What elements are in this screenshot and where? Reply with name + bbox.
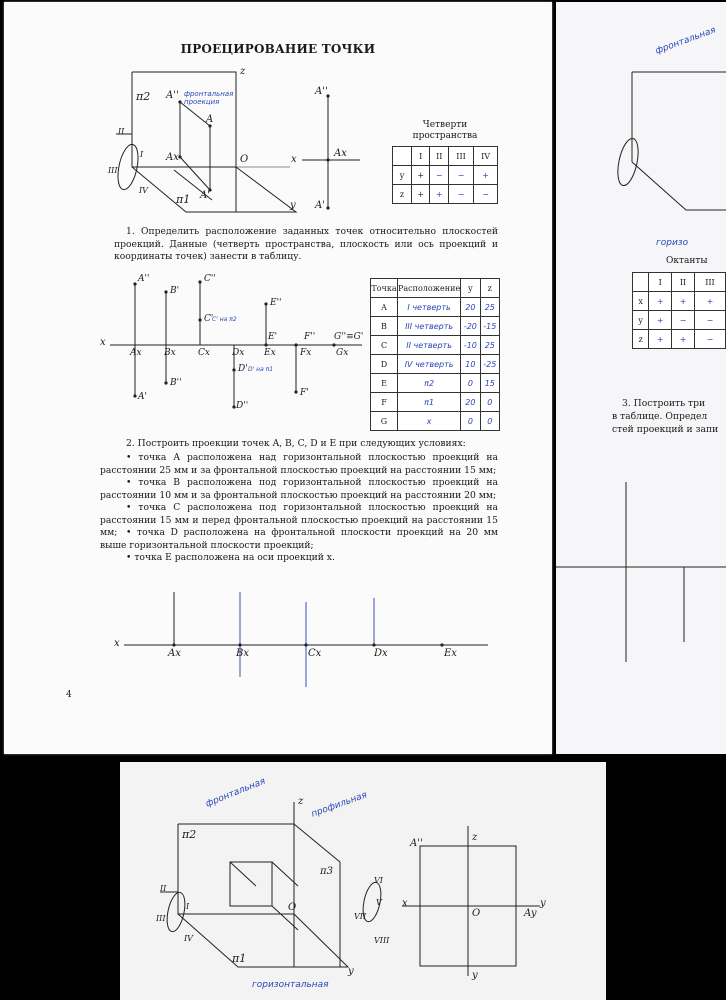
pi2-label: π2 (136, 90, 151, 103)
table-cell: + (430, 185, 448, 204)
table-cell: − (448, 185, 473, 204)
task2-Dx-label: Dx (374, 648, 388, 659)
table-cell: + (412, 185, 430, 204)
table-cell: x (633, 292, 649, 311)
task1-Ex-label: Ex (264, 348, 276, 358)
table-cell: 15 (480, 374, 499, 393)
table-cell: I (649, 273, 672, 292)
task2-Ax-label: Ax (168, 648, 181, 659)
table-cell: -15 (480, 317, 499, 336)
bottom-roman-III: III (156, 914, 166, 923)
table-row (371, 355, 500, 374)
task1-G-label: G''≡G' (334, 332, 364, 342)
table-cell: 20 (461, 298, 480, 317)
handwritten-c-note: C' на π2 (212, 316, 237, 323)
table-cell: y (461, 279, 480, 298)
y-axis-label: y (290, 200, 296, 211)
table-row (633, 292, 726, 311)
table-cell: − (430, 166, 448, 185)
table-row (633, 330, 726, 349)
table-row (371, 298, 500, 317)
task3-line1: 3. Построить три (622, 398, 706, 409)
table-cell: -20 (461, 317, 480, 336)
table-cell: II четверть (398, 336, 461, 355)
task2-item-c: • точка C расположена под горизонтальной плоскостью проекций на расстоянии 15 мм и перед фронтальной плоскостью проекций на расстоянии 15 мм; (100, 502, 498, 539)
epure-y-label-bottom: y (540, 898, 546, 909)
page-title: ПРОЕЦИРОВАНИЕ ТОЧКИ (180, 42, 376, 56)
quarters-caption-line2: пространства (412, 131, 478, 141)
table-cell: y (393, 166, 412, 185)
task1-Fx-label: Fx (300, 348, 312, 358)
task2-x-label: x (114, 638, 120, 649)
table-cell: + (649, 311, 672, 330)
right-page-diagram (556, 2, 726, 754)
table-cell: Расположение (398, 279, 461, 298)
bottom-roman-I: I (186, 902, 190, 911)
task1-A2-label: A'' (138, 274, 150, 284)
task1-Cx-label: Cx (198, 348, 210, 358)
right-handwritten-horizontal: горизо (656, 238, 689, 248)
right-book-page (556, 2, 726, 754)
bottom-origin-label: O (288, 902, 297, 913)
table-cell: IV четверть (398, 355, 461, 374)
table-row (393, 147, 498, 166)
table-row (371, 393, 500, 412)
task1-D2-label: D'' (236, 401, 249, 411)
right-handwritten-frontal: фронтальная (654, 25, 718, 57)
quadrant-II: II (118, 127, 125, 136)
epure-A2-label: A'' (315, 86, 328, 97)
bottom-roman-VI: VI (374, 876, 383, 885)
bottom-roman-VIII: VIII (374, 936, 390, 945)
task1-E1-label: E' (268, 332, 278, 342)
table-cell: 0 (461, 412, 480, 431)
task2-intro: 2. Построить проекции точек A, B, C, D и E при следующих условиях: (126, 438, 466, 449)
epure-y2-label-bottom: y (472, 970, 478, 981)
quadrant-III: III (108, 166, 118, 175)
table-row (371, 374, 500, 393)
task1-C1-label: C' (204, 314, 214, 324)
table-cell: 0 (480, 393, 499, 412)
epure-Ay-label-bottom: Ay (524, 908, 537, 919)
table-cell: IV (474, 147, 498, 166)
table-cell: π1 (398, 393, 461, 412)
bottom-handwritten-frontal: фронтальная (204, 776, 268, 810)
quarters-table (392, 146, 498, 204)
handwritten-d-note: D' на π1 (248, 366, 274, 373)
table-cell: 0 (461, 374, 480, 393)
task2-item-d: • точка D расположена на фронтальной плоскости проекций на 20 мм выше горизонтальной плоскости проекций; (100, 527, 498, 551)
task1-A1-label: A' (138, 392, 147, 402)
table-cell: III (694, 273, 725, 292)
handwritten-frontal-note: фронтальная проекция (184, 90, 234, 106)
table-cell: x (398, 412, 461, 431)
table-row (633, 273, 726, 292)
task3-line2: в таблице. Определ (612, 411, 708, 422)
point-Ax-label: Ax (166, 152, 179, 163)
table-cell: E (371, 374, 398, 393)
point-A2-label: A'' (166, 90, 179, 101)
table-cell: 20 (461, 393, 480, 412)
epure-x-label-bottom: x (402, 898, 408, 909)
table-cell: -10 (461, 336, 480, 355)
table-cell: − (672, 311, 695, 330)
table-cell: z (633, 330, 649, 349)
bottom-handwritten-horizontal: горизонтальная (252, 980, 329, 990)
table-cell: + (649, 330, 672, 349)
octants-table (632, 272, 726, 349)
table-cell: C (371, 336, 398, 355)
page-number: 4 (66, 690, 72, 700)
task2-item-a: • точка A расположена над горизонтальной плоскостью проекций на расстоянии 25 мм и за фронтальной плоскостью проекций на расстоянии 15 мм; (100, 452, 498, 476)
table-cell: I (412, 147, 430, 166)
task1-D1-label: D' (238, 364, 248, 374)
task2-item-e: • точка E расположена на оси проекций x. (126, 552, 335, 563)
table-cell: z (393, 185, 412, 204)
table-cell: II (430, 147, 448, 166)
task1-E2-label: E'' (270, 298, 282, 308)
bottom-roman-V: V (376, 898, 382, 907)
bottom-pi3-label: π3 (320, 866, 333, 877)
bottom-roman-II: II (160, 884, 167, 893)
bottom-roman-VII: VII (354, 912, 367, 921)
table-cell: + (412, 166, 430, 185)
task1-x-label: x (100, 337, 106, 348)
origin-label: O (240, 154, 249, 165)
table-row (633, 311, 726, 330)
z-axis-label: z (240, 66, 246, 77)
bottom-y-label: y (348, 966, 354, 977)
epure-Ax-label: Ax (334, 148, 347, 159)
table-cell: z (480, 279, 499, 298)
table-cell: + (672, 330, 695, 349)
table-cell (633, 273, 649, 292)
table-cell: + (694, 292, 725, 311)
task1-F2-label: F'' (304, 332, 316, 342)
table-cell: III (448, 147, 473, 166)
point-A1-label: A' (200, 190, 210, 201)
epure-z-label-bottom: z (472, 832, 478, 843)
table-cell: π2 (398, 374, 461, 393)
table-cell: I четверть (398, 298, 461, 317)
table-cell: 25 (480, 336, 499, 355)
task2-Bx-label: Bx (236, 648, 249, 659)
table-row (371, 279, 500, 298)
table-cell: B (371, 317, 398, 336)
point-A-label: A (206, 114, 214, 125)
task1-C2-label: C'' (204, 274, 216, 284)
table-cell: − (474, 185, 498, 204)
table-row (371, 336, 500, 355)
table-cell: − (694, 311, 725, 330)
epure-A1-label: A' (315, 200, 325, 211)
bottom-photo-crop (120, 762, 606, 1000)
table-cell: F (371, 393, 398, 412)
table-row (393, 166, 498, 185)
table-row (371, 412, 500, 431)
epure-x-label: x (291, 154, 297, 165)
quadrant-I: I (140, 150, 144, 159)
quarters-caption-line1: Четверти (422, 120, 468, 130)
table-cell: D (371, 355, 398, 374)
bottom-roman-IV: IV (184, 934, 193, 943)
task1-Dx-label: Dx (232, 348, 245, 358)
epure-origin-label-bottom: O (472, 908, 481, 919)
bottom-pi2-label: π2 (182, 828, 197, 841)
table-cell: + (672, 292, 695, 311)
table-cell: 25 (480, 298, 499, 317)
table-cell (393, 147, 412, 166)
epure-A2-label-bottom: A'' (410, 838, 423, 849)
task2-Cx-label: Cx (308, 648, 322, 659)
table-cell: 10 (461, 355, 480, 374)
task1-B2-label: B' (170, 286, 180, 296)
bottom-handwritten-profile: профильная (310, 790, 369, 820)
left-book-page (4, 2, 552, 754)
task1-text: 1. Определить расположение заданных точек относительно плоскостей проекций. Данные (четверть пространства, плоскость или ось проекций и координаты точек) занести в таблицу. (114, 226, 498, 263)
table-cell: III четверть (398, 317, 461, 336)
table-cell: + (474, 166, 498, 185)
table-row (393, 185, 498, 204)
table-cell: 0 (480, 412, 499, 431)
table-cell: y (633, 311, 649, 330)
bottom-pi1-label: π1 (232, 952, 247, 965)
table-cell: A (371, 298, 398, 317)
task1-Ax-label: Ax (130, 348, 142, 358)
table-row (371, 317, 500, 336)
table-cell: − (448, 166, 473, 185)
quarters-caption (392, 120, 498, 142)
task3-line3: стей проекций и запи (612, 424, 719, 435)
octants-caption: Октанты (666, 256, 708, 266)
task1-Gx-label: Gx (336, 348, 349, 358)
task1-B1-label: B'' (170, 378, 182, 388)
pi1-label: π1 (176, 193, 191, 206)
bottom-z-label: z (298, 796, 304, 807)
points-table (370, 278, 500, 431)
quadrant-IV: IV (139, 186, 148, 195)
table-cell: + (649, 292, 672, 311)
table-cell: G (371, 412, 398, 431)
task2-Ex-label: Ex (444, 648, 457, 659)
task1-F1-label: F' (300, 388, 309, 398)
table-cell: -25 (480, 355, 499, 374)
task1-Bx-label: Bx (164, 348, 176, 358)
table-cell: II (672, 273, 695, 292)
task2-item-b: • точка B расположена под горизонтальной плоскостью проекций на расстоянии 10 мм и за фронтальной плоскостью проекций на расстоянии 20 мм; (100, 477, 498, 501)
table-cell: Точка (371, 279, 398, 298)
table-cell: − (694, 330, 725, 349)
